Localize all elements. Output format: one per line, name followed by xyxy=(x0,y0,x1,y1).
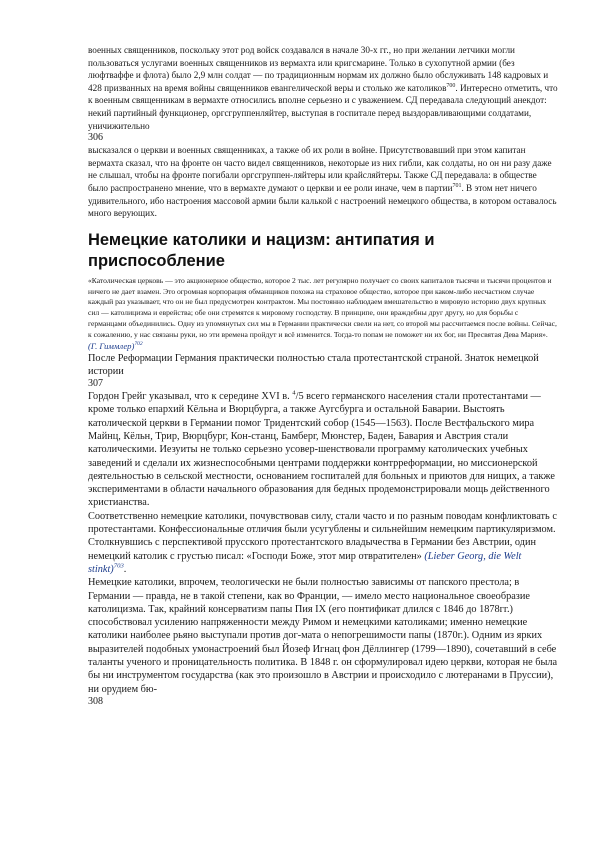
footnote-ref-701[interactable]: 701 xyxy=(452,182,462,189)
paragraph-conflicts: Соответственно немецкие католики, почувствовав силу, стали часто и по разным поводам конфликтовать с протестантами. Конфессиональные отличия были усугублены и сильнейшим немецким партикуляризмом. Столкнувшись с перспективой прусского протестантского владычества в Германии без Австрии, один немецкий католик с грустью писал: «Господи Боже, этот мир отвратителен» (Lieber Georg, die Welt stinkt)$^{703}$. xyxy=(88,510,557,575)
footnote-ref-700[interactable]: 700 xyxy=(446,82,456,89)
citation-lieber-georg: (Lieber Georg, die Welt stinkt) xyxy=(88,550,522,575)
page-number-306: 306 xyxy=(88,132,103,144)
paragraph-craig: Гордон Грейг указывал, что к середине XVI в. $^4$/5 всего германского населения стали протестантами — кроме только епархий Кёльна и Вюрцбурга, а также Аугсбурга и остальной Баварии. Выстоять католической церкви в Германии помог Тридентский собор (1545—1563). После Вестфальского мира Майнц, Кёльн, Трир, Вюрцбург, Кон-станц, Бамберг, Мюнстер, Баден, Бавария и Австрия стали католическими. Иезуиты не только серьезно усовер-шенствовали программу католических учебных заведений и сделали их жизнеспособными центрами поддержки контрреформации, но миссионерской деятельностью в сельской местности, основанием госпиталей для больных и приютов для нищих, а также экспериментами в области начального образования для бедных продемонстрировали мощь действенного христианства. xyxy=(88,389,555,509)
page-content xyxy=(88,44,558,708)
epigraph-quote: «Католическая церковь — это акционерное общество, которое 2 тыс. лет регулярно получает со своих капиталов тысячи и тысячи процентов и ничего не дает взамен. Это огромная корпорация обманщиков похожа на страховое общество, которое при каком-либо несчастном случае каждый раз указывает, что он не был предусмотрен контрактом. Мы постоянно наблюдаем вмешательство в мировую историю двух крупных сил — католицизма и еврейства; обе они стремятся к мировому господству. В принципе, они враждебны друг другу, но для борьбы с германцами объединились. Одну из упомянутых сил мы в Германии практически свели на нет, со второй мы рассчитаемся после войны. Сейчас, к сожалению, у нас связаны руки, но эти времена пройдут и всё изменится. Тогда-то попам не поможет ни их бог, ни Пресвятая Дева Мария». xyxy=(88,275,557,339)
footnote-ref-703[interactable]: 703 xyxy=(113,562,124,570)
fraction-denominator: 5 xyxy=(298,391,304,403)
section-heading: Немецкие католики и нацизм: антипатия и приспособление xyxy=(88,230,435,270)
paragraph-captain-remark: высказался о церкви и военных священниках, а также об их роли в войне. Присутствовавший при этом капитан вермахта сказал, что на фронте он часто видел священников, некоторые из них гибли, как солдаты, но он ни разу даже не слышал, чтобы на фронте погибали оргсгруппен-ляйтеры или крайсляйтеры. Также СД передавала: в обществе было распространено мнение, что в вермахте думают о церкви и ее роли иначе, чем в партии$^{701}$. В этом нет ничего удивительного, ибо настроения массовой армии были калькой с настроений немецкого общества, в котором оставалось много верующих. xyxy=(88,145,557,219)
paragraph-military-chaplains: военных священников, поскольку этот род войск создавался в начале 30-х гг., но при желании летчики могли пользоваться услугами военных священников из вермахта или кригсмарине. Только в сухопутной армии (без люфтваффе и флота) было 2,9 млн солдат — по традиционным нормам их должно было обслуживать 148 кадровых и 428 призванных на время войны священников евангелической веры и столько же католиков$^{700}$. Интересно отметить, что к военным священникам в вермахте относились вполне серьезно и с уважением. СД передавала следующий анекдот: некий партийный функционер, оргсгруппенляйтер, выступая в госпитале перед выздоравливающими солдатами, уничижительно xyxy=(88,45,558,131)
footnote-ref-702[interactable]: 702 xyxy=(134,340,143,347)
fraction-numerator: 4 xyxy=(292,389,296,397)
epigraph-author: (Г. Гиммлер)$^{702}$ xyxy=(88,340,143,351)
page-number-308: 308 xyxy=(88,695,103,707)
paragraph-dollinger: Немецкие католики, впрочем, теологически не были полностью зависимы от папского престола; в Германии — правда, не в такой степени, как во Франции, — имело место национальное своеобразие католицизма. Так, крайний консерватизм папы Пия IX (его понтификат длился с 1846 до 1878гг.) способствовал усилению напряженности между Римом и немецкими католиками; именно немецкие католики наиболее рьяно выступали против дог-мата о непогрешимости папы (1870г.). Одним из ярких выразителей подобных умонастроений был Йозеф Игнац фон Дёллингер (1799—1890), сочетавший в себе таланты ученого и проницательность политика. В 1848 г. он сформулировал идею церкви, которая не была бы ни инструментом государства (как это произошло в Австрии и происходило с лютеранами в Пруссии), ни орудием бю- xyxy=(88,577,558,695)
page-number-307: 307 xyxy=(88,378,103,390)
paragraph-reformation: После Реформации Германия практически полностью стала протестантской страной. Знаток немецкой истории xyxy=(88,352,539,377)
